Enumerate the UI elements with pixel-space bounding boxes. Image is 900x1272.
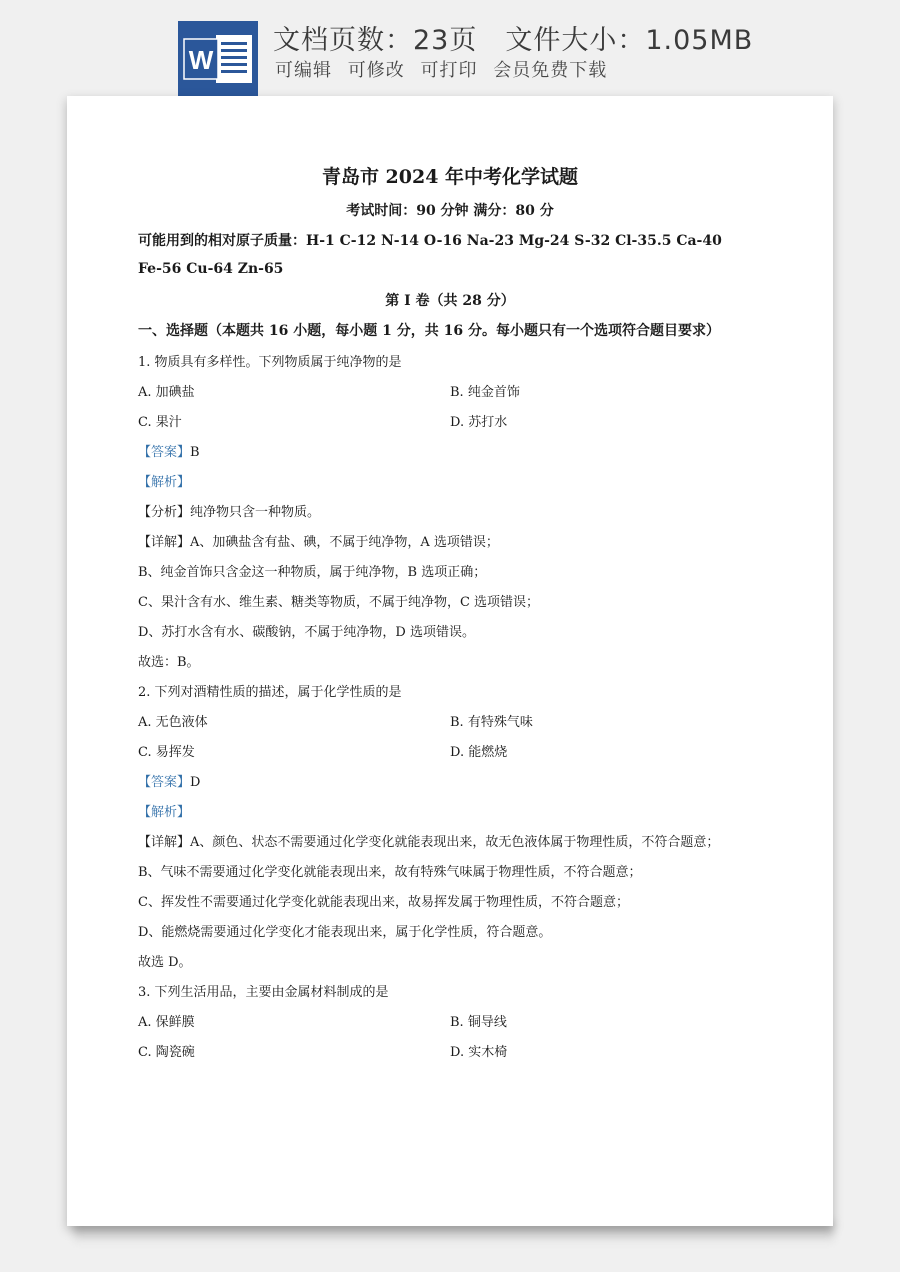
q2-detail-c: C、挥发性不需要通过化学变化就能表现出来，故易挥发属于物理性质，不符合题意；	[138, 895, 629, 910]
q1-option-c: C. 果汁	[138, 415, 182, 430]
q3-option-d: D. 实木椅	[450, 1045, 508, 1060]
document-page	[67, 96, 833, 1226]
q2-answer	[138, 771, 200, 790]
action-editable: 可编辑	[275, 60, 332, 81]
q2-option-b: B. 有特殊气味	[450, 715, 533, 730]
q1-fenxi: 【分析】纯净物只含一种物质。	[138, 505, 321, 520]
banner-actions	[275, 56, 616, 82]
file-size: 文件大小：1.05MB	[505, 25, 754, 56]
q3-option-a: A. 保鲜膜	[138, 1015, 195, 1030]
action-modifiable: 可修改	[347, 60, 405, 81]
document-info-banner	[0, 0, 900, 96]
volume-heading: 第 I 卷（共 28 分）	[385, 293, 515, 309]
question-1-stem: 1. 物质具有多样性。下列物质属于纯净物的是	[138, 355, 402, 370]
q1-option-a: A. 加碘盐	[138, 385, 195, 400]
answer-tag: 【答案】	[138, 775, 191, 790]
q1-detail-a: 【详解】A、加碘盐含有盐、碘，不属于纯净物，A 选项错误；	[138, 535, 499, 550]
q2-option-d: D. 能燃烧	[450, 745, 508, 760]
q2-detail-d: D、能燃烧需要通过化学变化才能表现出来，属于化学性质，符合题意。	[138, 925, 552, 940]
q2-option-c: C. 易挥发	[138, 745, 195, 760]
action-member-download: 会员免费下载	[493, 60, 608, 81]
q2-analysis-tag: 【解析】	[138, 805, 191, 820]
exam-title: 青岛市 2024 年中考化学试题	[321, 166, 579, 188]
atomic-mass-line-2: Fe-56 Cu-64 Zn-65	[138, 261, 284, 277]
q2-answer-value: D	[190, 775, 201, 790]
question-3-stem: 3. 下列生活用品，主要由金属材料制成的是	[138, 985, 389, 1000]
q1-option-d: D. 苏打水	[450, 415, 508, 430]
answer-tag: 【答案】	[138, 445, 191, 460]
q2-conclusion: 故选 D。	[138, 955, 192, 970]
exam-info: 考试时间：90 分钟 满分：80 分	[346, 203, 554, 219]
q1-detail-d: D、苏打水含有水、碳酸钠，不属于纯净物，D 选项错误。	[138, 625, 475, 640]
question-2-stem: 2. 下列对酒精性质的描述，属于化学性质的是	[138, 685, 402, 700]
q2-option-a: A. 无色液体	[138, 715, 208, 730]
logo-letter: W	[188, 45, 214, 75]
q1-answer	[138, 441, 200, 460]
banner-title	[273, 18, 753, 57]
q2-detail-b: B、气味不需要通过化学变化就能表现出来，故有特殊气味属于物理性质，不符合题意；	[138, 865, 642, 880]
q1-option-b: B. 纯金首饰	[450, 385, 520, 400]
page-count: 文档页数：23页	[273, 25, 478, 56]
atomic-mass-line-1: 可能用到的相对原子质量：H-1 C-12 N-14 O-16 Na-23 Mg-24 S-32 Cl-35.5 Ca-40	[138, 233, 722, 249]
word-document-icon	[178, 21, 258, 96]
q1-conclusion: 故选：B。	[138, 655, 200, 670]
section-heading: 一、选择题（本题共 16 小题，每小题 1 分，共 16 分。每小题只有一个选项符合题目要求）	[138, 323, 720, 339]
q1-analysis-tag: 【解析】	[138, 475, 191, 490]
q3-option-b: B. 铜导线	[450, 1015, 507, 1030]
q1-detail-c: C、果汁含有水、维生素、糖类等物质，不属于纯净物，C 选项错误；	[138, 595, 540, 610]
action-printable: 可打印	[420, 60, 478, 81]
q1-detail-b: B、纯金首饰只含金这一种物质，属于纯净物，B 选项正确；	[138, 565, 487, 580]
q1-answer-value: B	[190, 445, 200, 460]
q2-detail-a: 【详解】A、颜色、状态不需要通过化学变化就能表现出来，故无色液体属于物理性质，不符合题意；	[138, 835, 720, 850]
q3-option-c: C. 陶瓷碗	[138, 1045, 195, 1060]
